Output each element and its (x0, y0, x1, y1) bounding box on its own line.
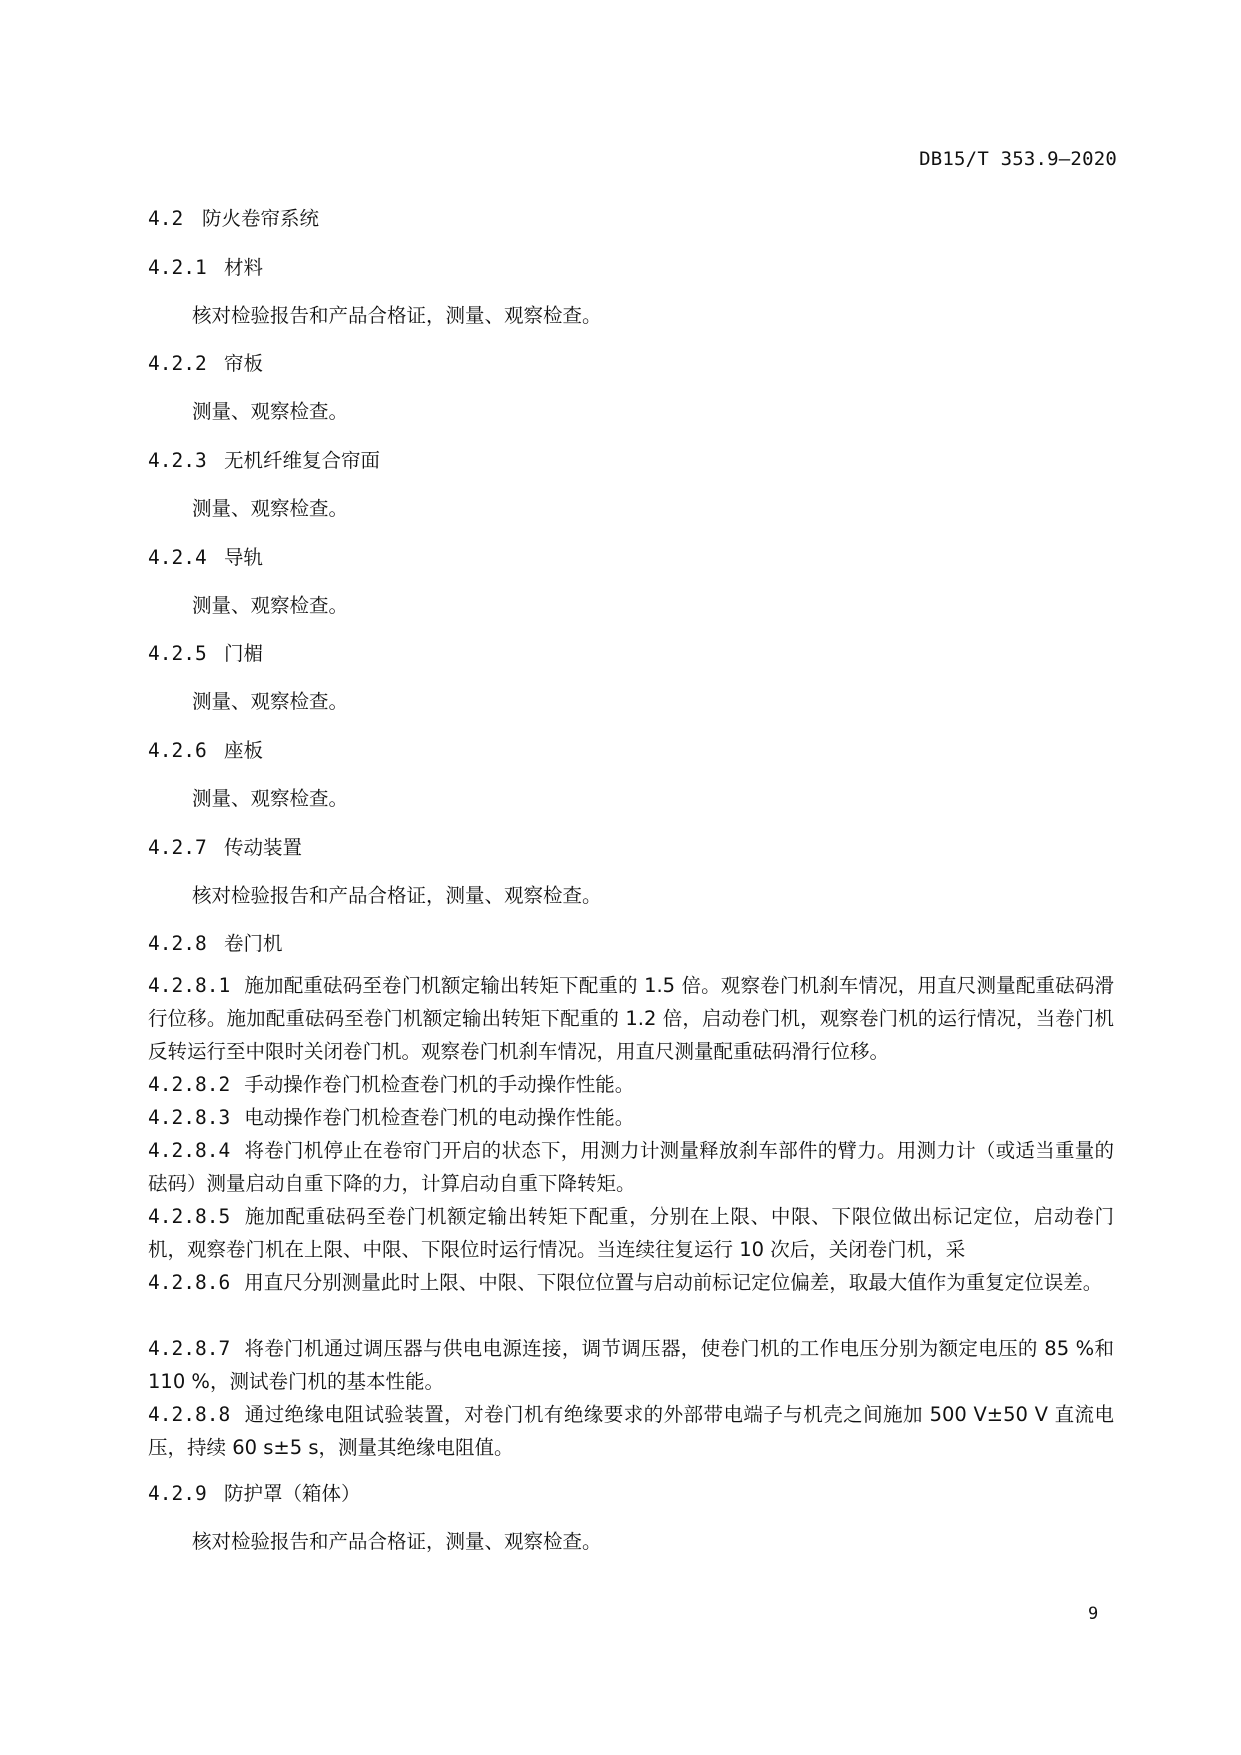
subsection-text: 测量、观察检查。 (192, 787, 349, 810)
section-title: 防火卷帘系统 (202, 207, 320, 230)
clause-number: 4.2.8.1 (148, 974, 231, 997)
subsection-heading (148, 542, 263, 570)
clause (148, 1332, 1114, 1398)
subsection-number: 4.2.8 (148, 932, 207, 955)
subsection-title: 防护罩（箱体） (224, 1482, 361, 1505)
subsection-number: 4.2.4 (148, 546, 207, 569)
subsection-number: 4.2.3 (148, 449, 207, 472)
subsection-text: 测量、观察检查。 (192, 497, 349, 520)
subsection-title: 传动装置 (224, 836, 303, 859)
page-number: 9 (1088, 1604, 1099, 1624)
subsection-text: 核对检验报告和产品合格证，测量、观察检查。 (192, 884, 602, 907)
subsection-heading (148, 928, 283, 956)
subsection-text: 核对检验报告和产品合格证，测量、观察检查。 (192, 304, 602, 327)
clause-text: 通过绝缘电阻试验装置，对卷门机有绝缘要求的外部带电端子与机壳之间施加 500 V±50 V 直流电压，持续 60 s±5 s，测量其绝缘电阻值。 (148, 1403, 1114, 1459)
clause (148, 1134, 1114, 1200)
subsection-number: 4.2.2 (148, 352, 207, 375)
subsection-heading (148, 252, 263, 280)
subsection-heading (148, 1478, 361, 1506)
subsection-title: 无机纤维复合帘面 (224, 449, 381, 472)
clause (148, 1101, 1114, 1134)
subsection-heading (148, 348, 263, 376)
clause-text: 将卷门机停止在卷帘门开启的状态下，用测力计测量释放刹车部件的臂力。用测力计（或适当重量的砝码）测量启动自重下降的力，计算启动自重下降转矩。 (148, 1139, 1114, 1195)
clause-text: 用直尺分别测量此时上限、中限、下限位位置与启动前标记定位偏差，取最大值作为重复定位误差。 (244, 1271, 1103, 1294)
subsection-title: 座板 (224, 739, 264, 762)
clause (148, 1398, 1114, 1464)
subsection-text: 测量、观察检查。 (192, 400, 349, 423)
clause-text: 电动操作卷门机检查卷门机的电动操作性能。 (244, 1106, 635, 1129)
clause-text: 施加配重砝码至卷门机额定输出转矩下配重的 1.5 倍。观察卷门机刹车情况，用直尺测量配重砝码滑行位移。施加配重砝码至卷门机额定输出转矩下配重的 1.2 倍，启动卷门机，观察卷门机的运行情况，当卷门机反转运行至中限时关闭卷门机。观察卷门机刹车情况，用直尺测量配重砝码滑行位移。 (148, 974, 1114, 1063)
subsection-title: 卷门机 (224, 932, 283, 955)
clause-text: 将卷门机通过调压器与供电电源连接，调节调压器，使卷门机的工作电压分别为额定电压的 85 %和 110 %，测试卷门机的基本性能。 (148, 1337, 1114, 1393)
subsection-text: 测量、观察检查。 (192, 690, 349, 713)
subsection-heading (148, 445, 380, 473)
clause (148, 1266, 1114, 1299)
subsection-title: 导轨 (224, 546, 264, 569)
document-code: DB15/T 353.9—2020 (919, 148, 1117, 170)
clause-number: 4.2.8.5 (148, 1205, 231, 1228)
section-number: 4.2 (148, 207, 184, 230)
clause (148, 1200, 1114, 1266)
subsection-heading (148, 832, 302, 860)
subsection-number: 4.2.9 (148, 1482, 207, 1505)
clause (148, 969, 1114, 1068)
clause-number: 4.2.8.4 (148, 1139, 231, 1162)
subsection-heading (148, 735, 263, 763)
subsection-title: 帘板 (224, 352, 264, 375)
subsection-heading (148, 638, 263, 666)
subsection-number: 4.2.5 (148, 642, 207, 665)
subsection-number: 4.2.6 (148, 739, 207, 762)
clause (148, 1068, 1114, 1101)
subsection-title: 材料 (224, 256, 264, 279)
clause-text: 施加配重砝码至卷门机额定输出转矩下配重，分别在上限、中限、下限位做出标记定位，启动卷门机，观察卷门机在上限、中限、下限位时运行情况。当连续往复运行 10 次后，关闭卷门机，采 (148, 1205, 1114, 1261)
clause-number: 4.2.8.7 (148, 1337, 231, 1360)
clause-number: 4.2.8.3 (148, 1106, 231, 1129)
clause-text: 手动操作卷门机检查卷门机的手动操作性能。 (244, 1073, 635, 1096)
subsection-number: 4.2.7 (148, 836, 207, 859)
subsection-text: 核对检验报告和产品合格证，测量、观察检查。 (192, 1530, 602, 1553)
subsection-title: 门楣 (224, 642, 264, 665)
subsection-text: 测量、观察检查。 (192, 594, 349, 617)
subsection-number: 4.2.1 (148, 256, 207, 279)
section-heading (148, 203, 319, 231)
clause-number: 4.2.8.8 (148, 1403, 231, 1426)
clause-number: 4.2.8.2 (148, 1073, 231, 1096)
clause-number: 4.2.8.6 (148, 1271, 231, 1294)
